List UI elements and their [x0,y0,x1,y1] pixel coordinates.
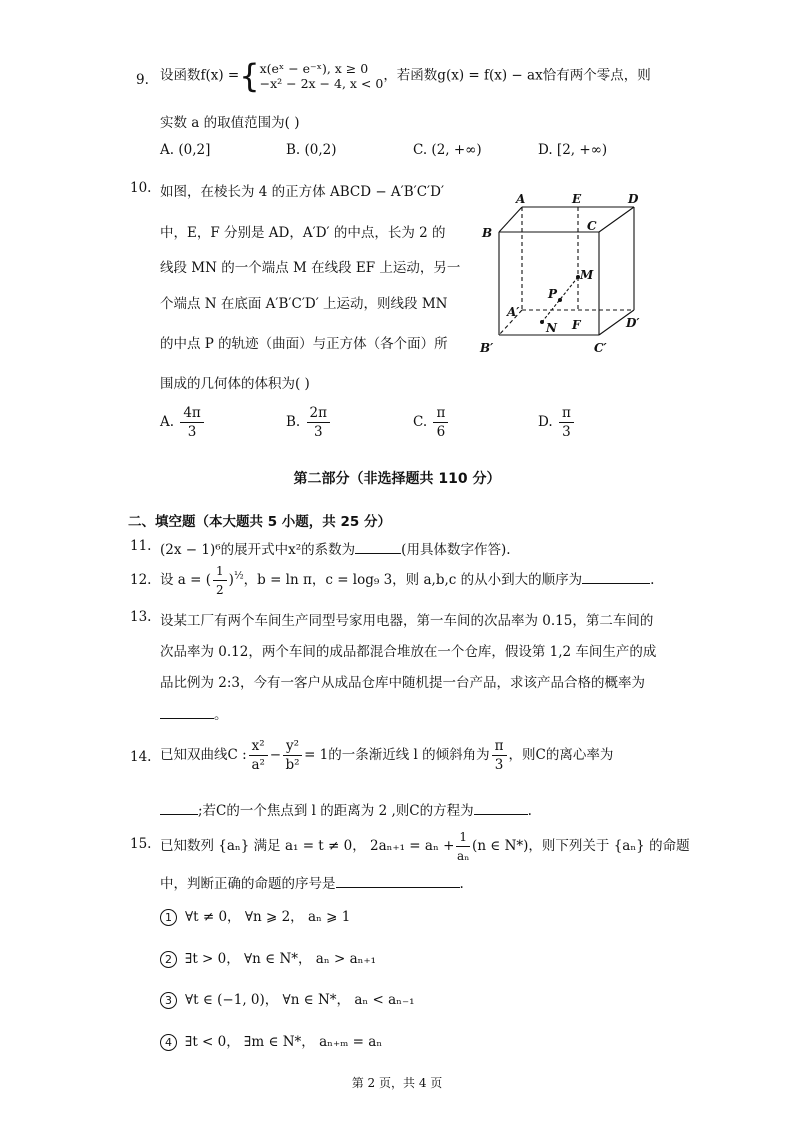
q14-frac-x [249,737,268,774]
q10-line3: 线段 MN 的一个端点 M 在线段 EF 上运动，另一 [160,260,461,276]
label-A: A [516,192,526,206]
q15-item-3-mark: 3 [160,992,177,1009]
q10-option-c-label: C. [413,414,428,430]
q10-line2: 中，E，F 分别是 AD，A′D′ 的中点，长为 2 的 [160,225,446,241]
q10-option-a [160,404,206,441]
q13-line3: 品比例为 2:3，今有一客户从成品仓库中随机提一台产品，求该产品合格的概率为 [160,675,646,691]
q15-item-4 [160,1030,382,1051]
q10-option-c-frac [433,404,448,441]
q14-line2-post: . [527,803,532,819]
q12-exponent: ½ [233,570,244,582]
q12-number: 12. [130,572,152,588]
q15-item-4-text: ∃t < 0， ∃m ∈ N*， aₙ₊ₘ = aₙ [185,1034,383,1050]
q14-answer-blank-1[interactable] [160,800,198,815]
q11-text: (2x − 1)⁶的展开式中x²的系数为 [160,542,356,558]
q10-line5: 的中点 P 的轨迹（曲面）与正方体（各个面）所 [160,336,448,352]
q10-option-a-num: 4π [180,404,203,423]
label-Bprime: B′ [480,341,494,355]
q12-pre: 设 a = ( [160,572,212,588]
q14-pre: 已知双曲线C : [160,747,247,763]
q15-line1-pre: 已知数列 {aₙ} 满足 a₁ = t ≠ 0， 2aₙ₊₁ = aₙ + [160,838,455,854]
q14-frac-y [283,737,302,774]
q14-frac-pi-num: π [492,737,507,756]
q14-frac-pi-den: 3 [494,757,504,773]
q10-line6: 围成的几何体的体积为( ) [160,376,310,392]
section2-title: 二、填空题（本大题共 5 小题，共 25 分） [128,514,391,530]
q15-line1 [160,828,690,865]
q14-minus: − [269,747,282,763]
point-P [558,298,562,302]
q12-mid: ，b = ln π，c = log₉ 3，则 a,b,c 的从小到大的顺序为 [243,572,583,588]
q15-item-2-text: ∃t > 0， ∀n ∈ N*， aₙ > aₙ₊₁ [185,951,377,967]
q10-option-d-frac [559,404,574,441]
label-Cprime: C′ [594,341,607,355]
q15-line2 [160,872,464,892]
q9-stem [160,57,651,95]
q15-item-3 [160,988,415,1009]
q12-half-num: 1 [213,562,227,581]
q10-option-a-frac [180,404,203,441]
q13-line4 [160,703,228,723]
q13-number: 13. [130,609,152,625]
page-footer: 第 2 页，共 4 页 [351,1076,443,1090]
cube-figure [474,192,654,362]
q12-half-den: 2 [216,583,224,597]
label-M: M [580,268,594,282]
label-Dprime: D′ [626,316,640,330]
q15-item-2-mark: 2 [160,951,177,968]
q15-item-1 [160,905,350,926]
q12-answer-blank[interactable] [582,569,650,584]
q9-option-c: C. (2, +∞) [413,142,482,158]
q9-option-a: A. (0,2] [160,142,211,158]
q15-item-2 [160,947,376,968]
q10-number: 10. [130,180,152,196]
point-N [540,320,544,324]
q15-item-1-text: ∀t ≠ 0， ∀n ⩾ 2， aₙ ⩾ 1 [185,909,351,925]
q14-stem [160,737,613,774]
q15-frac-den: aₙ [457,849,470,863]
q15-line2-text: 中，判断正确的命题的序号是 [160,876,336,892]
q14-post: ，则C的离心率为 [508,747,614,763]
q14-mid: = 1的一条渐近线 l 的倾斜角为 [304,747,490,763]
q15-line2-post: . [459,876,464,892]
q15-item-4-mark: 4 [160,1034,177,1051]
label-N: N [546,321,557,335]
label-C: C [587,219,597,233]
q10-option-d-den: 3 [562,424,571,440]
q10-option-c-num: π [433,404,448,423]
q15-answer-blank[interactable] [336,873,460,888]
q10-option-b-num: 2π [307,404,330,423]
label-B: B [482,226,493,240]
q9-pre: 设函数f(x) = [160,67,240,84]
q10-option-d [538,404,576,441]
q9-option-d: D. [2, +∞) [538,142,608,158]
q9-cases [260,61,384,91]
q13-line2: 次品率为 0.12，两个车间的成品都混合堆放在一个仓库，假设第 1,2 车间生产的成 [160,644,657,660]
q15-item-3-text: ∀t ∈ (−1, 0)， ∀n ∈ N*， aₙ < aₙ₋₁ [185,992,415,1008]
q11-answer-blank[interactable] [355,539,401,554]
q12-half [213,562,227,599]
label-P: P [548,287,558,301]
label-Aprime: A′ [507,305,520,319]
part2-title: 第二部分（非选择题共 110 分） [293,471,501,487]
q12-post: . [650,572,655,588]
q14-number: 14. [130,749,152,765]
q10-option-d-num: π [559,404,574,423]
q15-item-1-mark: 1 [160,909,177,926]
q15-number: 15. [130,836,152,852]
q9-line2: 实数 a 的取值范围为( ) [160,115,300,131]
q9-post: ，若函数g(x) = f(x) − ax恰有两个零点，则 [383,67,651,84]
q10-option-b-frac [307,404,330,441]
q9-brace: { [239,57,260,95]
q14-line2 [160,799,532,819]
q14-frac-x-den: a² [251,757,265,773]
q15-line1-post: (n ∈ N*)，则下列关于 {aₙ} 的命题 [472,838,690,854]
q13-post: 。 [214,707,228,723]
q13-answer-blank[interactable] [160,704,214,719]
q14-line2-mid: ;若C的一个焦点到 l 的距离为 2 ,则C的方程为 [198,803,474,819]
q13-line1: 设某工厂有两个车间生产同型号家用电器，第一车间的次品率为 0.15，第二车间的 [160,613,654,629]
q10-option-c-den: 6 [436,424,446,440]
q14-frac-y-den: b² [285,757,300,773]
q14-frac-x-num: x² [249,737,268,756]
edge-A-B [499,207,522,232]
label-F: F [572,318,581,332]
q9-number: 9. [136,72,149,88]
q10-option-d-label: D. [538,414,553,430]
q15-frac [456,828,470,865]
q10-line1: 如图，在棱长为 4 的正方体 ABCD − A′B′C′D′ [160,184,445,200]
q10-option-a-label: A. [160,414,175,430]
q14-frac-pi [492,737,507,774]
q10-option-c [413,404,450,441]
q11-post: (用具体数字作答). [401,542,511,558]
label-E: E [572,192,582,206]
q14-answer-blank-2[interactable] [474,800,528,815]
edge-D-C [599,207,634,232]
q9-case2: −x² − 2x − 4, x < 0 [259,76,384,91]
q9-case1: x(eˣ − e⁻ˣ), x ≥ 0 [259,61,369,76]
q10-line4: 个端点 N 在底面 A′B′C′D′ 上运动，则线段 MN [160,296,448,312]
q12-stem: 设 a = ( $\frac{1}{2}$ )$^{\frac{1}{2}}$，b = ln π，c = log₉ 3，则 a,b,c 的从小到大的顺序为 . [160,564,655,597]
q14-frac-y-num: y² [283,737,302,756]
q15-frac-num: 1 [456,828,470,847]
q10-option-a-den: 3 [187,424,197,440]
q10-option-b [286,404,332,441]
q10-option-b-label: B. [286,414,301,430]
label-D: D [628,192,639,206]
q10-option-b-den: 3 [313,424,323,440]
q9-option-b: B. (0,2) [286,142,337,158]
q11-number: 11. [130,538,152,554]
q11-stem [160,538,511,558]
